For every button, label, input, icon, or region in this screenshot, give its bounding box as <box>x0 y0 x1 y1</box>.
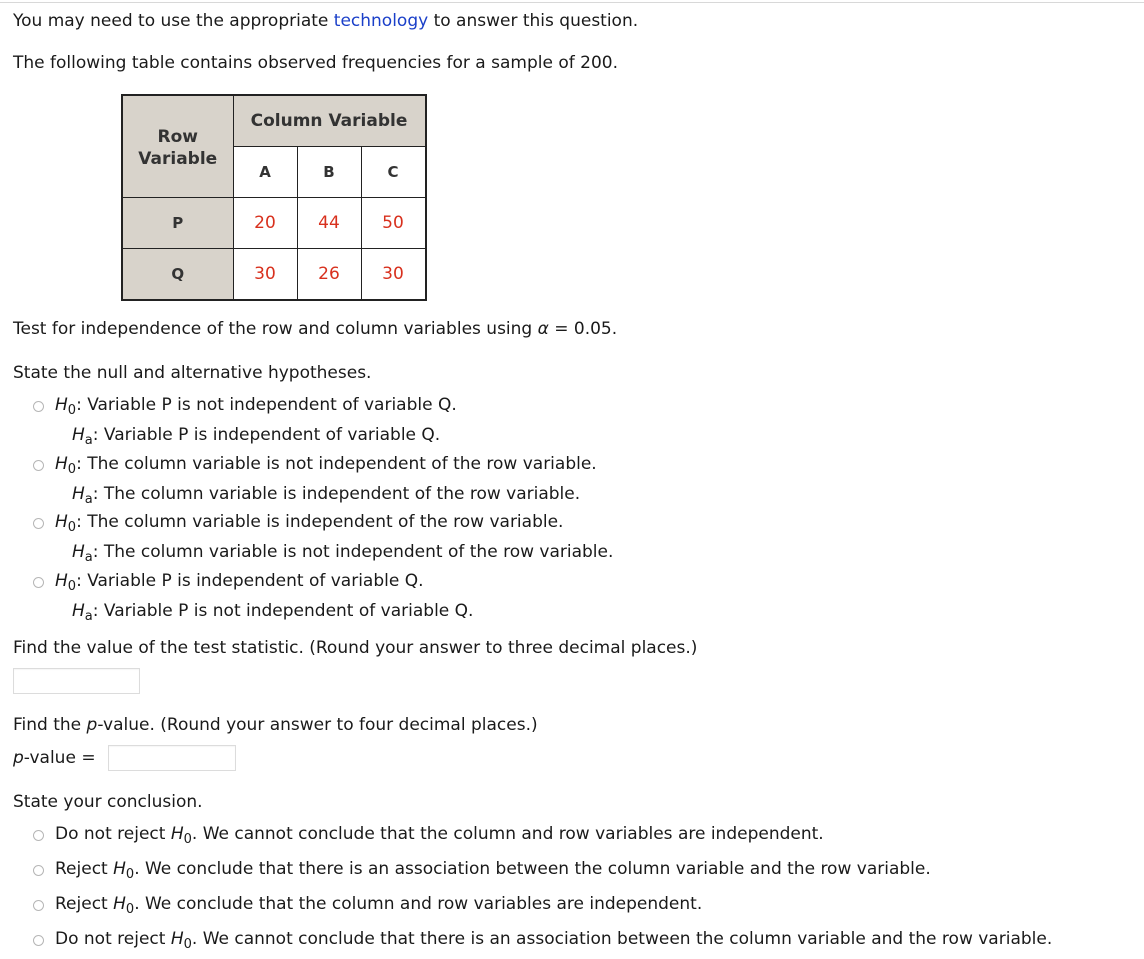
cell-q-c: 30 <box>361 249 426 301</box>
radio-button[interactable] <box>33 935 44 946</box>
p-value-input[interactable] <box>108 745 236 771</box>
cell-p-b: 44 <box>297 198 361 249</box>
cell-p-a: 20 <box>233 198 297 249</box>
row-header-line-2: Variable <box>138 149 218 169</box>
tech-prefix: You may need to use the appropriate <box>13 11 334 31</box>
cell-q-a: 30 <box>233 249 297 301</box>
radio-button[interactable] <box>33 460 44 471</box>
cell-p-c: 50 <box>361 198 426 249</box>
radio-button[interactable] <box>33 577 44 588</box>
column-header-b: B <box>297 147 361 198</box>
top-divider <box>0 2 1144 3</box>
sample-description: The following table contains observed frequencies for a sample of 200. <box>13 53 618 73</box>
row-header-line-1: Row <box>157 127 198 147</box>
row-variable-header <box>122 95 233 198</box>
p-value-label: p-value = <box>13 748 96 768</box>
column-header-c: C <box>361 147 426 198</box>
radio-button[interactable] <box>33 518 44 529</box>
radio-button[interactable] <box>33 900 44 911</box>
observed-frequency-table <box>121 94 427 301</box>
radio-button[interactable] <box>33 830 44 841</box>
row-label-p: P <box>122 198 233 249</box>
column-variable-header: Column Variable <box>233 95 426 147</box>
test-instruction: Test for independence of the row and column variables using α = 0.05. <box>13 319 618 339</box>
test-statistic-prompt: Find the value of the test statistic. (Round your answer to three decimal places.) <box>13 638 698 658</box>
test-statistic-input[interactable] <box>13 668 140 694</box>
row-label-q: Q <box>122 249 233 301</box>
radio-button[interactable] <box>33 401 44 412</box>
radio-button[interactable] <box>33 865 44 876</box>
conclusion-prompt: State your conclusion. <box>13 792 203 812</box>
alpha-symbol: α <box>537 319 549 339</box>
cell-q-b: 26 <box>297 249 361 301</box>
hypotheses-prompt: State the null and alternative hypotheses. <box>13 363 372 383</box>
column-header-a: A <box>233 147 297 198</box>
technology-link[interactable]: technology <box>333 11 429 31</box>
technology-note <box>13 11 638 31</box>
tech-suffix: to answer this question. <box>428 11 639 31</box>
p-value-prompt: Find the p-value. (Round your answer to four decimal places.) <box>13 715 538 735</box>
